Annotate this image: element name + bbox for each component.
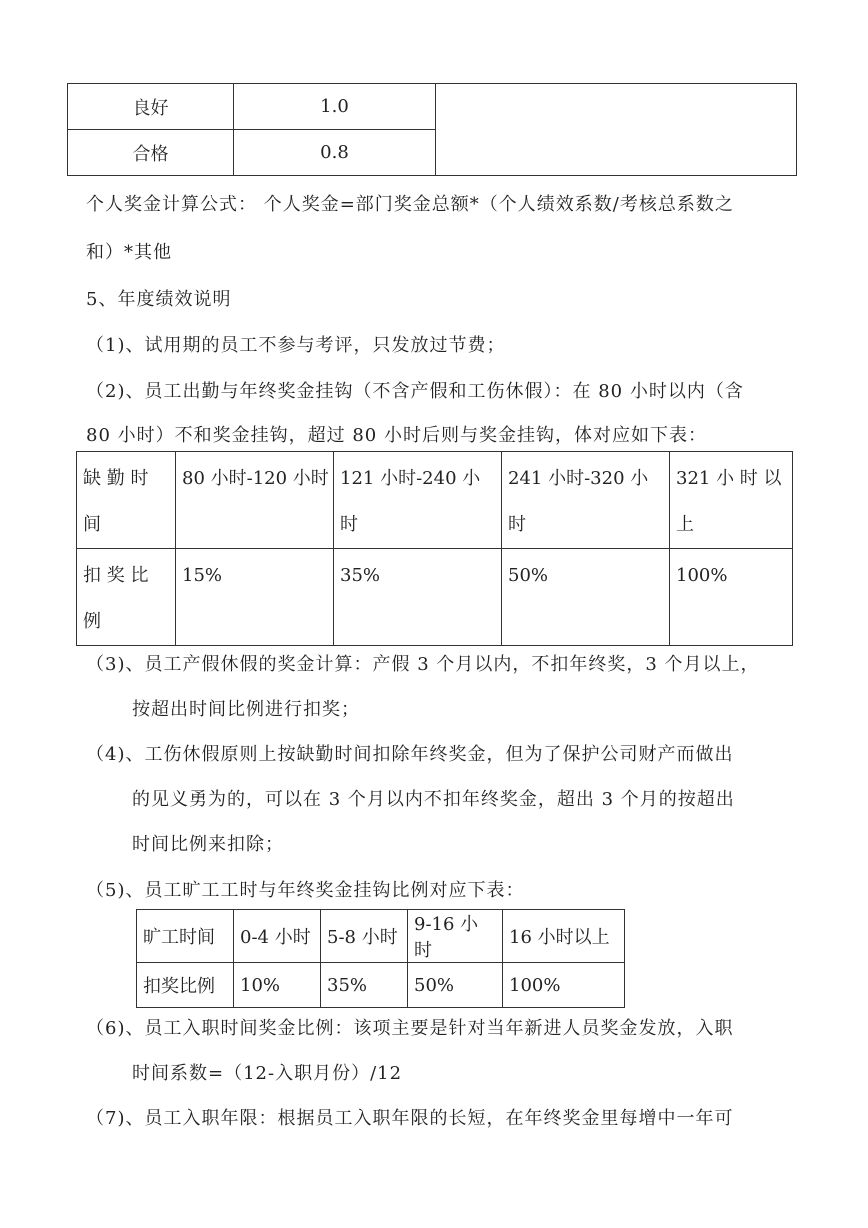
grade-coefficient-table (67, 83, 797, 176)
item-4-line-2: 的见义勇为的，可以在 3 个月以内不扣年终奖金，超出 3 个月的按超出 (132, 789, 735, 810)
item-6-line-1: （6)、员工入职时间奖金比例：该项主要是针对当年新进人员奖金发放，入职 (86, 1018, 734, 1039)
table-row (68, 84, 797, 130)
row-label-cell: 缺 勤 时 间 (77, 452, 176, 549)
grade-cell: 良好 (68, 84, 234, 130)
absenteeism-deduction-table (136, 909, 625, 1008)
value-cell: 50% (502, 549, 670, 646)
value-cell: 35% (321, 963, 408, 1008)
item-6-line-2: 时间系数=（12-入职月份）/12 (132, 1063, 403, 1084)
value-cell: 100% (503, 963, 625, 1008)
table-row (137, 963, 625, 1008)
value-cell: 扣奖比例 (137, 963, 234, 1008)
section-heading: 5、年度绩效说明 (86, 289, 232, 310)
header-cell: 旷工时间 (137, 910, 234, 963)
header-cell: 9-16 小时 (408, 910, 503, 963)
value-cell: 10% (234, 963, 321, 1008)
coefficient-cell: 0.8 (234, 130, 436, 176)
coefficient-cell: 1.0 (234, 84, 436, 130)
empty-cell (436, 84, 797, 176)
header-cell: 0-4 小时 (234, 910, 321, 963)
absence-deduction-table (76, 451, 793, 646)
header-cell: 80 小时-120 小时 (176, 452, 334, 549)
header-cell: 121 小时-240 小时 (334, 452, 502, 549)
header-cell: 16 小时以上 (503, 910, 625, 963)
value-cell: 50% (408, 963, 503, 1008)
item-3-line-2: 按超出时间比例进行扣奖； (132, 699, 360, 720)
item-4-line-3: 时间比例来扣除； (132, 834, 284, 855)
table-row (137, 910, 625, 963)
header-cell: 5-8 小时 (321, 910, 408, 963)
value-cell: 15% (176, 549, 334, 646)
row-label-cell: 扣 奖 比 例 (77, 549, 176, 646)
item-2-line-2: 80 小时）不和奖金挂钩，超过 80 小时后则与奖金挂钩，体对应如下表： (86, 425, 707, 446)
value-cell: 35% (334, 549, 502, 646)
formula-line-2: 和）*其他 (86, 242, 172, 263)
item-4-line-1: （4)、工伤休假原则上按缺勤时间扣除年终奖金，但为了保护公司财产而做出 (86, 744, 734, 765)
item-3-line-1: （3)、员工产假休假的奖金计算：产假 3 个月以内，不扣年终奖，3 个月以上， (86, 654, 760, 675)
item-5-line-1: （5)、员工旷工工时与年终奖金挂钩比例对应下表： (86, 880, 525, 901)
table-row (77, 549, 793, 646)
item-2-line-1: （2)、员工出勤与年终奖金挂钩（不含产假和工伤休假）：在 80 小时以内（含 (86, 381, 744, 402)
value-cell: 100% (670, 549, 793, 646)
item-7-line-1: （7)、员工入职年限：根据员工入职年限的长短，在年终奖金里每增中一年可 (86, 1108, 734, 1129)
table-row (77, 452, 793, 549)
formula-line-1: 个人奖金计算公式： 个人奖金=部门奖金总额*（个人绩效系数/考核总系数之 (86, 194, 734, 215)
item-1: （1)、试用期的员工不参与考评，只发放过节费； (86, 335, 506, 356)
header-cell: 321 小 时 以 上 (670, 452, 793, 549)
header-cell: 241 小时-320 小时 (502, 452, 670, 549)
grade-cell: 合格 (68, 130, 234, 176)
